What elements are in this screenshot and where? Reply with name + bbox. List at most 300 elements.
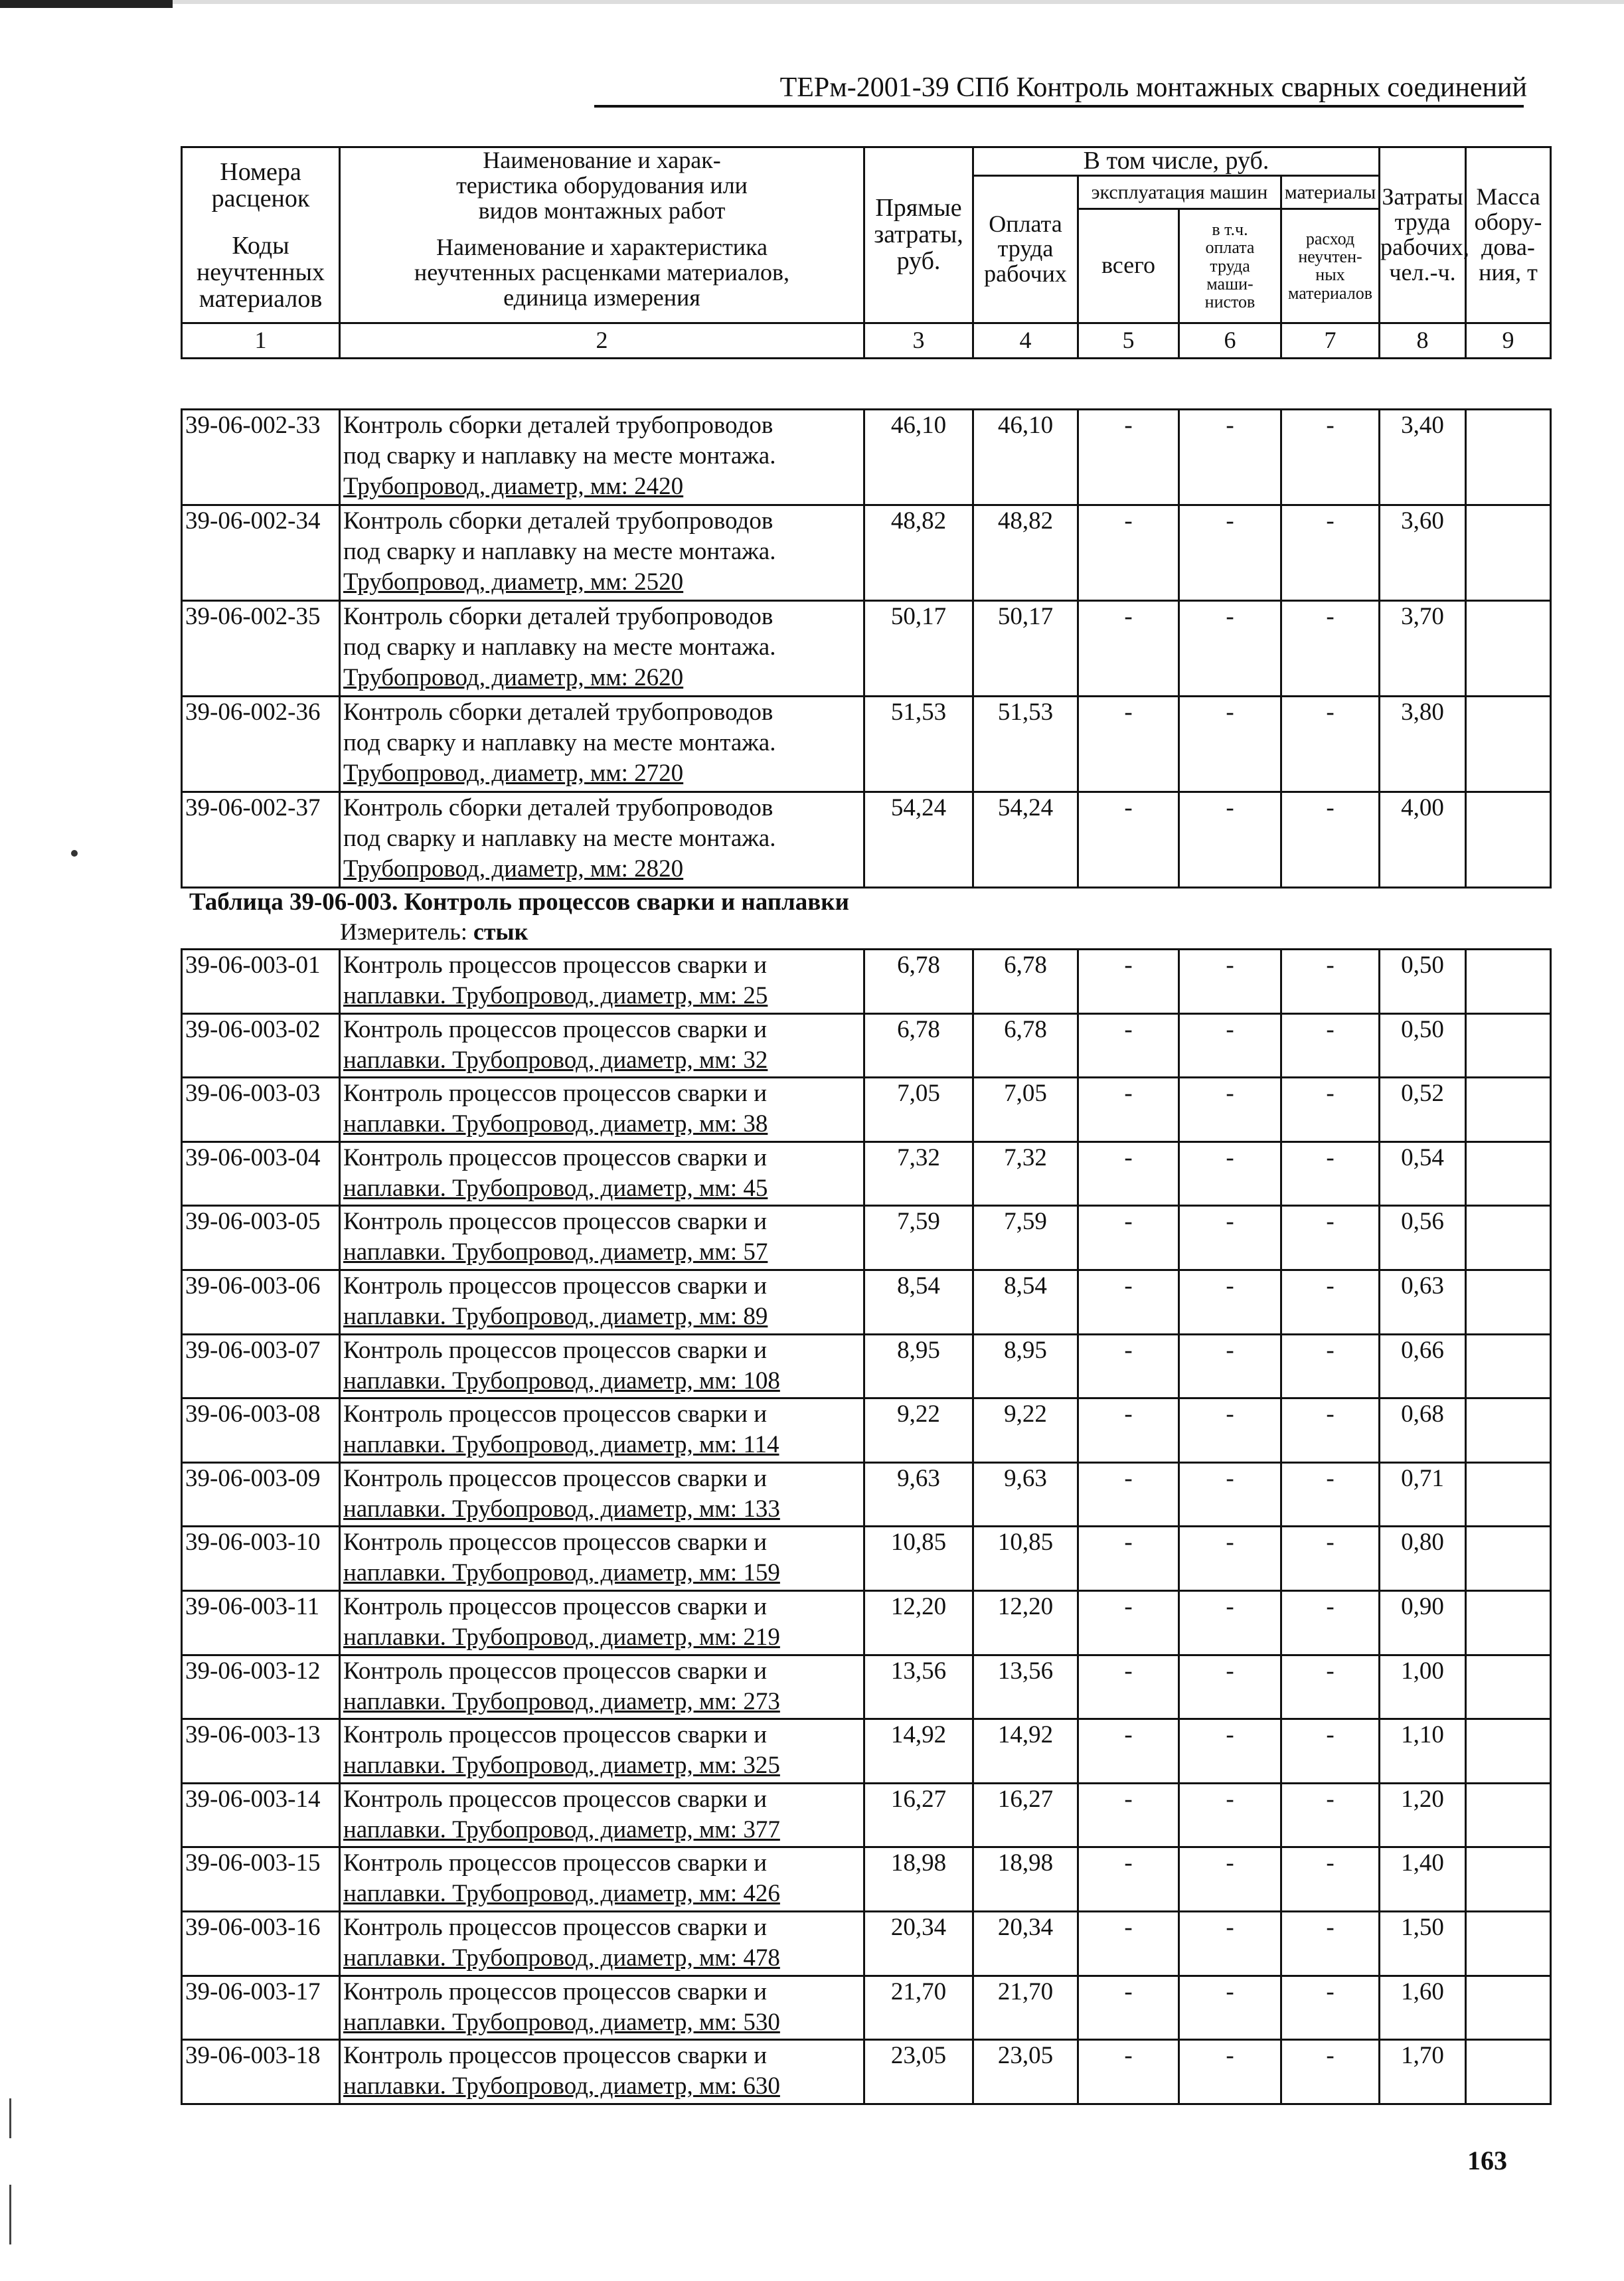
table-row — [182, 792, 1551, 888]
cell-machinists: - — [1179, 1398, 1281, 1463]
cell-labor-pay: 6,78 — [973, 1013, 1078, 1078]
cell-machinists: - — [1179, 697, 1281, 792]
rate-code: 39-06-003-13 — [182, 1719, 340, 1784]
cell-machinists: - — [1179, 1206, 1281, 1270]
rate-code: 39-06-003-10 — [182, 1527, 340, 1591]
scan-mark — [9, 2185, 11, 2244]
cell-direct: 7,32 — [864, 1141, 973, 1206]
rate-description — [340, 1719, 864, 1784]
description-line: под сварку и наплавку на месте монтажа. — [343, 729, 776, 756]
cell-labor-pay: 23,05 — [973, 2040, 1078, 2104]
description-line: наплавки. Трубопровод, диаметр, мм: 32 — [343, 1046, 768, 1074]
table-row — [182, 1590, 1551, 1655]
description-line: Контроль процессов процессов сварки и — [343, 1529, 768, 1557]
rate-code: 39-06-003-16 — [182, 1911, 340, 1976]
rate-code: 39-06-003-06 — [182, 1270, 340, 1334]
cell-labor-hours: 0,80 — [1380, 1527, 1466, 1591]
cell-labor-pay: 54,24 — [973, 792, 1078, 888]
cell-machinists: - — [1179, 1527, 1281, 1591]
table-row — [182, 1783, 1551, 1847]
table-row — [182, 1013, 1551, 1078]
cell-labor-hours: 3,40 — [1380, 410, 1466, 505]
cell-materials: - — [1281, 1078, 1380, 1142]
cell-machinists: - — [1179, 1590, 1281, 1655]
cell-direct: 8,54 — [864, 1270, 973, 1334]
description-line: Контроль процессов процессов сварки и — [343, 1208, 768, 1236]
cell-direct: 50,17 — [864, 601, 973, 697]
header-col1-top: Номера расценок — [182, 147, 340, 224]
cell-labor-pay: 18,98 — [973, 1847, 1078, 1912]
header-number: 9 — [1466, 323, 1551, 358]
cell-labor-pay: 8,95 — [973, 1334, 1078, 1398]
cell-direct: 13,56 — [864, 1655, 973, 1719]
header-number: 2 — [340, 323, 864, 358]
table-row — [182, 1911, 1551, 1976]
rate-code: 39-06-002-33 — [182, 410, 340, 505]
rate-description — [340, 1078, 864, 1142]
rate-description — [340, 950, 864, 1014]
rate-description — [340, 601, 864, 697]
rate-code: 39-06-003-03 — [182, 1078, 340, 1142]
rate-code: 39-06-003-02 — [182, 1013, 340, 1078]
cell-materials: - — [1281, 1398, 1380, 1463]
cell-mass — [1466, 950, 1551, 1014]
cell-machines: - — [1078, 1206, 1179, 1270]
cell-materials: - — [1281, 410, 1380, 505]
cell-machines: - — [1078, 1911, 1179, 1976]
cell-materials: - — [1281, 1655, 1380, 1719]
cell-materials: - — [1281, 1334, 1380, 1398]
header-col1-bottom: Коды неучтенных материалов — [182, 223, 340, 323]
description-line: наплавки. Трубопровод, диаметр, мм: 426 — [343, 1880, 780, 1908]
table-row — [182, 1398, 1551, 1463]
cell-labor-pay: 7,32 — [973, 1141, 1078, 1206]
description-line: Трубопровод, диаметр, мм: 2720 — [343, 760, 684, 787]
cell-labor-hours: 1,70 — [1380, 2040, 1466, 2104]
description-line: наплавки. Трубопровод, диаметр, мм: 219 — [343, 1623, 780, 1651]
cell-materials: - — [1281, 1911, 1380, 1976]
cell-labor-hours: 0,52 — [1380, 1078, 1466, 1142]
cell-machinists: - — [1179, 1078, 1281, 1142]
cell-machines: - — [1078, 505, 1179, 601]
cell-labor-pay: 14,92 — [973, 1719, 1078, 1784]
description-line: наплавки. Трубопровод, диаметр, мм: 377 — [343, 1816, 780, 1843]
cell-labor-hours: 3,60 — [1380, 505, 1466, 601]
measure-label: Измеритель: — [340, 918, 467, 945]
cell-mass — [1466, 1206, 1551, 1270]
cell-mass — [1466, 1783, 1551, 1847]
cell-machinists: - — [1179, 950, 1281, 1014]
description-line: Контроль процессов процессов сварки и — [343, 1336, 768, 1364]
cell-direct: 8,95 — [864, 1334, 973, 1398]
cell-machines: - — [1078, 1719, 1179, 1784]
description-line: Контроль сборки деталей трубопроводов — [343, 603, 773, 630]
cell-machines: - — [1078, 697, 1179, 792]
header-number: 6 — [1179, 323, 1281, 358]
rate-description — [340, 1462, 864, 1527]
cell-materials: - — [1281, 950, 1380, 1014]
description-line: Контроль процессов процессов сварки и — [343, 1464, 768, 1492]
cell-direct: 6,78 — [864, 1013, 973, 1078]
cell-materials: - — [1281, 1590, 1380, 1655]
header-col9: Масса обору- дова- ния, т — [1466, 147, 1551, 323]
description-line: Контроль процессов процессов сварки и — [343, 1143, 768, 1171]
cell-mass — [1466, 792, 1551, 888]
header-col3: Прямые затраты, руб. — [864, 147, 973, 323]
cell-direct: 12,20 — [864, 1590, 973, 1655]
cell-labor-pay: 13,56 — [973, 1655, 1078, 1719]
table-row — [182, 1141, 1551, 1206]
scan-top-edge — [0, 0, 1624, 4]
cell-machines: - — [1078, 1013, 1179, 1078]
cell-labor-pay: 21,70 — [973, 1976, 1078, 2040]
cell-machines: - — [1078, 792, 1179, 888]
description-line: Контроль процессов процессов сварки и — [343, 1592, 768, 1620]
description-line: Контроль процессов процессов сварки и — [343, 1080, 768, 1108]
rates-table-group-2 — [181, 948, 1552, 2105]
table-row — [182, 950, 1551, 1014]
rate-code: 39-06-003-18 — [182, 2040, 340, 2104]
rate-code: 39-06-003-08 — [182, 1398, 340, 1463]
rate-code: 39-06-003-09 — [182, 1462, 340, 1527]
rate-description — [340, 792, 864, 888]
cell-labor-hours: 0,68 — [1380, 1398, 1466, 1463]
cell-machinists: - — [1179, 1976, 1281, 2040]
description-line: наплавки. Трубопровод, диаметр, мм: 630 — [343, 2072, 780, 2100]
cell-direct: 7,59 — [864, 1206, 973, 1270]
cell-labor-hours: 0,54 — [1380, 1141, 1466, 1206]
scan-mark — [9, 2098, 11, 2138]
rate-code: 39-06-003-15 — [182, 1847, 340, 1912]
cell-labor-hours: 0,50 — [1380, 1013, 1466, 1078]
rate-code: 39-06-003-07 — [182, 1334, 340, 1398]
description-line: Контроль процессов процессов сварки и — [343, 1849, 768, 1877]
rate-description — [340, 1013, 864, 1078]
cell-machinists: - — [1179, 792, 1281, 888]
table-row — [182, 1270, 1551, 1334]
cell-direct: 51,53 — [864, 697, 973, 792]
header-col2-bottom: Наименование и характеристика неучтенных расценками материалов, единица измерения — [340, 223, 864, 323]
table-row — [182, 1334, 1551, 1398]
header-number: 8 — [1380, 323, 1466, 358]
header-col6: в т.ч. оплата труда маши- нистов — [1179, 209, 1281, 323]
cell-mass — [1466, 601, 1551, 697]
cell-mass — [1466, 697, 1551, 792]
table-row — [182, 1847, 1551, 1912]
cell-labor-hours: 0,50 — [1380, 950, 1466, 1014]
cell-machines: - — [1078, 1847, 1179, 1912]
section-measure — [340, 918, 528, 946]
cell-machinists: - — [1179, 1141, 1281, 1206]
cell-machinists: - — [1179, 2040, 1281, 2104]
cell-labor-hours: 0,63 — [1380, 1270, 1466, 1334]
cell-machines: - — [1078, 1398, 1179, 1463]
description-line: Контроль процессов процессов сварки и — [343, 1015, 768, 1043]
rate-description — [340, 1590, 864, 1655]
rates-table-group-1 — [181, 408, 1552, 888]
cell-labor-hours: 1,60 — [1380, 1976, 1466, 2040]
cell-mass — [1466, 410, 1551, 505]
cell-machines: - — [1078, 410, 1179, 505]
cell-labor-pay: 12,20 — [973, 1590, 1078, 1655]
rate-description — [340, 1976, 864, 2040]
description-line: Контроль процессов процессов сварки и — [343, 1785, 768, 1813]
cell-labor-pay: 51,53 — [973, 697, 1078, 792]
rate-code: 39-06-002-37 — [182, 792, 340, 888]
header-col7: расход неучтен- ных материалов — [1281, 209, 1380, 323]
cell-machinists: - — [1179, 505, 1281, 601]
cell-mass — [1466, 1462, 1551, 1527]
cell-machinists: - — [1179, 1334, 1281, 1398]
header-materials-group: материалы — [1281, 175, 1380, 209]
cell-machinists: - — [1179, 1847, 1281, 1912]
rate-code: 39-06-002-35 — [182, 601, 340, 697]
header-number: 4 — [973, 323, 1078, 358]
cell-mass — [1466, 1078, 1551, 1142]
cell-mass — [1466, 1655, 1551, 1719]
cell-labor-hours: 0,90 — [1380, 1590, 1466, 1655]
cell-machines: - — [1078, 1527, 1179, 1591]
table-row — [182, 1655, 1551, 1719]
description-line: Контроль сборки деталей трубопроводов — [343, 794, 773, 821]
rate-description — [340, 1527, 864, 1591]
description-line: наплавки. Трубопровод, диаметр, мм: 114 — [343, 1431, 779, 1459]
cell-labor-pay: 50,17 — [973, 601, 1078, 697]
header-number: 5 — [1078, 323, 1179, 358]
measure-value: стык — [473, 918, 528, 945]
description-line: наплавки. Трубопровод, диаметр, мм: 159 — [343, 1559, 780, 1587]
cell-labor-hours: 1,40 — [1380, 1847, 1466, 1912]
cell-direct: 54,24 — [864, 792, 973, 888]
description-line: Контроль процессов процессов сварки и — [343, 1913, 768, 1941]
rate-description — [340, 1655, 864, 1719]
description-line: наплавки. Трубопровод, диаметр, мм: 89 — [343, 1302, 768, 1330]
cell-materials: - — [1281, 1527, 1380, 1591]
description-line: Контроль сборки деталей трубопроводов — [343, 699, 773, 726]
cell-materials: - — [1281, 1206, 1380, 1270]
cell-direct: 23,05 — [864, 2040, 973, 2104]
cell-labor-pay: 20,34 — [973, 1911, 1078, 1976]
rate-code: 39-06-003-05 — [182, 1206, 340, 1270]
cell-mass — [1466, 1270, 1551, 1334]
rate-description — [340, 1206, 864, 1270]
cell-machinists: - — [1179, 1911, 1281, 1976]
cell-direct: 10,85 — [864, 1527, 973, 1591]
cell-mass — [1466, 1013, 1551, 1078]
cell-machines: - — [1078, 1462, 1179, 1527]
cell-machines: - — [1078, 950, 1179, 1014]
cell-materials: - — [1281, 1462, 1380, 1527]
cell-labor-pay: 46,10 — [973, 410, 1078, 505]
cell-materials: - — [1281, 505, 1380, 601]
table-row — [182, 410, 1551, 505]
cell-machinists: - — [1179, 410, 1281, 505]
section-title: Таблица 39-06-003. Контроль процессов сварки и наплавки — [189, 888, 849, 916]
cell-materials: - — [1281, 601, 1380, 697]
header-number: 3 — [864, 323, 973, 358]
cell-mass — [1466, 1527, 1551, 1591]
rate-description — [340, 1270, 864, 1334]
header-col8: Затраты труда рабочих, чел.-ч. — [1380, 147, 1466, 323]
cell-labor-pay: 7,05 — [973, 1078, 1078, 1142]
cell-labor-hours: 0,56 — [1380, 1206, 1466, 1270]
rate-description — [340, 697, 864, 792]
description-line: наплавки. Трубопровод, диаметр, мм: 57 — [343, 1238, 768, 1266]
cell-labor-hours: 0,71 — [1380, 1462, 1466, 1527]
cell-labor-pay: 48,82 — [973, 505, 1078, 601]
cell-mass — [1466, 1590, 1551, 1655]
rate-description — [340, 1783, 864, 1847]
cell-direct: 6,78 — [864, 950, 973, 1014]
description-line: Трубопровод, диаметр, мм: 2520 — [343, 568, 684, 596]
rate-description — [340, 1398, 864, 1463]
cell-labor-hours: 4,00 — [1380, 792, 1466, 888]
page-number: 163 — [1467, 2146, 1507, 2175]
cell-labor-pay: 9,63 — [973, 1462, 1078, 1527]
cell-machines: - — [1078, 601, 1179, 697]
cell-machines: - — [1078, 1334, 1179, 1398]
cell-machines: - — [1078, 1655, 1179, 1719]
description-line: под сварку и наплавку на месте монтажа. — [343, 634, 776, 661]
table-row — [182, 505, 1551, 601]
cell-mass — [1466, 1141, 1551, 1206]
table-row — [182, 2040, 1551, 2104]
description-line: Контроль процессов процессов сварки и — [343, 1272, 768, 1300]
description-line: наплавки. Трубопровод, диаметр, мм: 325 — [343, 1752, 780, 1780]
cell-machinists: - — [1179, 1655, 1281, 1719]
header-col2-top: Наименование и харак- теристика оборудования или видов монтажных работ — [340, 147, 864, 224]
scan-dot — [71, 850, 78, 857]
rate-description — [340, 1911, 864, 1976]
cell-labor-pay: 9,22 — [973, 1398, 1078, 1463]
header-group-top: В том числе, руб. — [973, 147, 1380, 176]
description-line: наплавки. Трубопровод, диаметр, мм: 133 — [343, 1495, 780, 1523]
cell-direct: 14,92 — [864, 1719, 973, 1784]
cell-direct: 9,63 — [864, 1462, 973, 1527]
description-line: наплавки. Трубопровод, диаметр, мм: 530 — [343, 2008, 780, 2036]
cell-mass — [1466, 1847, 1551, 1912]
table-header — [181, 146, 1552, 359]
description-line: Контроль процессов процессов сварки и — [343, 1400, 768, 1428]
cell-machinists: - — [1179, 1013, 1281, 1078]
cell-machinists: - — [1179, 1783, 1281, 1847]
description-line: Контроль сборки деталей трубопроводов — [343, 412, 773, 439]
cell-labor-hours: 3,70 — [1380, 601, 1466, 697]
cell-materials: - — [1281, 1976, 1380, 2040]
cell-direct: 7,05 — [864, 1078, 973, 1142]
table-row — [182, 1719, 1551, 1784]
rate-description — [340, 1847, 864, 1912]
cell-labor-hours: 1,20 — [1380, 1783, 1466, 1847]
description-line: Трубопровод, диаметр, мм: 2420 — [343, 473, 684, 500]
cell-machines: - — [1078, 2040, 1179, 2104]
cell-mass — [1466, 1398, 1551, 1463]
table-row — [182, 1976, 1551, 2040]
cell-machines: - — [1078, 1783, 1179, 1847]
rate-description — [340, 505, 864, 601]
cell-mass — [1466, 1911, 1551, 1976]
cell-mass — [1466, 1719, 1551, 1784]
header-col5: всего — [1078, 209, 1179, 323]
cell-mass — [1466, 1334, 1551, 1398]
cell-materials: - — [1281, 697, 1380, 792]
cell-mass — [1466, 505, 1551, 601]
cell-materials: - — [1281, 792, 1380, 888]
cell-machinists: - — [1179, 1719, 1281, 1784]
cell-labor-pay: 6,78 — [973, 950, 1078, 1014]
rate-description — [340, 1334, 864, 1398]
cell-machinists: - — [1179, 1270, 1281, 1334]
description-line: Контроль сборки деталей трубопроводов — [343, 507, 773, 535]
cell-mass — [1466, 1976, 1551, 2040]
cell-machinists: - — [1179, 601, 1281, 697]
cell-machines: - — [1078, 1141, 1179, 1206]
description-line: под сварку и наплавку на месте монтажа. — [343, 825, 776, 852]
cell-materials: - — [1281, 1013, 1380, 1078]
rate-code: 39-06-002-36 — [182, 697, 340, 792]
header-col4: Оплата труда рабочих — [973, 175, 1078, 323]
description-line: Контроль процессов процессов сварки и — [343, 952, 768, 979]
cell-labor-pay: 16,27 — [973, 1783, 1078, 1847]
description-line: Контроль процессов процессов сварки и — [343, 1978, 768, 2005]
rate-code: 39-06-003-12 — [182, 1655, 340, 1719]
cell-labor-pay: 8,54 — [973, 1270, 1078, 1334]
cell-labor-hours: 3,80 — [1380, 697, 1466, 792]
description-line: Контроль процессов процессов сварки и — [343, 1657, 768, 1685]
rate-description — [340, 410, 864, 505]
header-number: 7 — [1281, 323, 1380, 358]
rate-code: 39-06-002-34 — [182, 505, 340, 601]
cell-direct: 18,98 — [864, 1847, 973, 1912]
cell-machines: - — [1078, 1976, 1179, 2040]
cell-direct: 20,34 — [864, 1911, 973, 1976]
rate-description — [340, 1141, 864, 1206]
table-row — [182, 697, 1551, 792]
rate-code: 39-06-003-01 — [182, 950, 340, 1014]
cell-direct: 16,27 — [864, 1783, 973, 1847]
cell-labor-hours: 1,00 — [1380, 1655, 1466, 1719]
rate-code: 39-06-003-11 — [182, 1590, 340, 1655]
page-header-title: ТЕРм-2001-39 СПб Контроль монтажных сварных соединений — [779, 72, 1527, 103]
table-row — [182, 1527, 1551, 1591]
header-number: 1 — [182, 323, 340, 358]
cell-machines: - — [1078, 1270, 1179, 1334]
rate-code: 39-06-003-14 — [182, 1783, 340, 1847]
cell-direct: 21,70 — [864, 1976, 973, 2040]
table-row — [182, 1462, 1551, 1527]
description-line: наплавки. Трубопровод, диаметр, мм: 25 — [343, 982, 768, 1009]
description-line: Контроль процессов процессов сварки и — [343, 2042, 768, 2070]
description-line: наплавки. Трубопровод, диаметр, мм: 45 — [343, 1174, 768, 1202]
cell-labor-hours: 1,50 — [1380, 1911, 1466, 1976]
table-row — [182, 1078, 1551, 1142]
description-line: Трубопровод, диаметр, мм: 2820 — [343, 855, 684, 883]
cell-machinists: - — [1179, 1462, 1281, 1527]
cell-materials: - — [1281, 1847, 1380, 1912]
cell-labor-hours: 1,10 — [1380, 1719, 1466, 1784]
table-row — [182, 601, 1551, 697]
table-row — [182, 1206, 1551, 1270]
cell-materials: - — [1281, 1783, 1380, 1847]
description-line: наплавки. Трубопровод, диаметр, мм: 38 — [343, 1110, 768, 1138]
description-line: наплавки. Трубопровод, диаметр, мм: 478 — [343, 1944, 780, 1972]
rate-code: 39-06-003-04 — [182, 1141, 340, 1206]
cell-materials: - — [1281, 2040, 1380, 2104]
cell-direct: 46,10 — [864, 410, 973, 505]
rate-code: 39-06-003-17 — [182, 1976, 340, 2040]
cell-direct: 9,22 — [864, 1398, 973, 1463]
header-rule — [594, 105, 1524, 108]
